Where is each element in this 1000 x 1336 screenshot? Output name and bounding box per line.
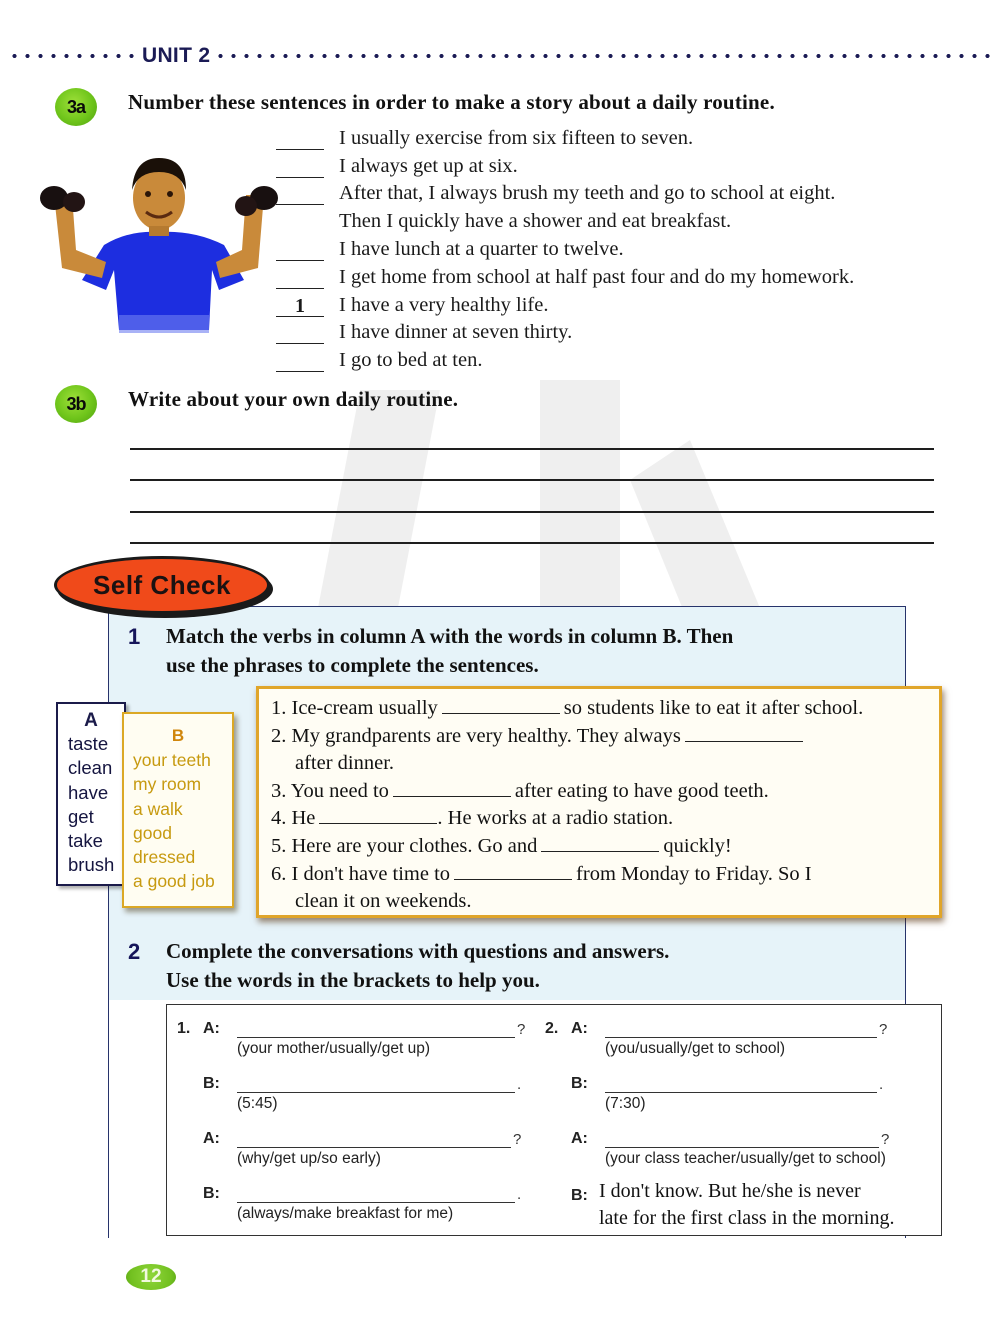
sentence-start: 3. You need to: [271, 779, 389, 802]
conversation-number: 1.: [177, 1020, 191, 1037]
sentence-text: I have a very healthy life.: [339, 293, 549, 316]
speaker-label: A:: [571, 1130, 588, 1147]
column-a-word: take: [68, 830, 103, 852]
hint-text: (always/make breakfast for me): [237, 1205, 454, 1222]
conversation-line: [545, 1068, 935, 1093]
sentence-text: I have dinner at seven thirty.: [339, 321, 573, 344]
sentence-row-continued: [271, 888, 939, 916]
exercise-3a-instruction: Number these sentences in order to make a story about a daily routine.: [128, 90, 775, 114]
sentence-text: I get home from school at half past four and do my homework.: [339, 265, 855, 288]
column-a-box: [56, 702, 126, 886]
sentence-row: [271, 723, 939, 751]
conversation-number: 2.: [545, 1020, 559, 1037]
list-item: [276, 261, 966, 289]
writing-area[interactable]: [130, 418, 934, 544]
line-end-punctuation: .: [517, 1076, 522, 1093]
hint-text: (your mother/usually/get up): [237, 1040, 430, 1057]
question-2-instruction-line1: Complete the conversations with questions and answers.: [166, 939, 670, 963]
speaker-label: A:: [203, 1130, 220, 1147]
dotted-divider-right: [214, 53, 998, 59]
column-b-word: your teeth: [133, 750, 211, 770]
sentence-row: [271, 861, 939, 889]
writing-line[interactable]: [130, 418, 934, 450]
column-b-header: B: [171, 726, 185, 745]
hint-text: (7:30): [605, 1095, 646, 1112]
conversation-line: [545, 1178, 935, 1205]
column-a-word: brush: [68, 854, 115, 876]
speaker-label: B:: [203, 1075, 220, 1092]
sentence-text: I usually exercise from six fifteen to seven.: [339, 126, 694, 149]
order-blank[interactable]: [276, 183, 324, 205]
conversation-line: [177, 1123, 537, 1148]
line-end-punctuation: .: [879, 1076, 884, 1093]
answer-blank[interactable]: [685, 724, 803, 742]
sentence-start: 1. Ice-cream usually: [271, 697, 438, 719]
speaker-label: A:: [203, 1020, 220, 1037]
order-blank[interactable]: [276, 267, 324, 289]
line-end-punctuation: ?: [517, 1021, 526, 1038]
question-1-instruction-line1: Match the verbs in column A with the words in column B. Then: [166, 624, 734, 648]
sentence-end: from Monday to Friday. So I: [576, 862, 812, 885]
column-a-header: A: [84, 710, 98, 731]
sentence-text: I go to bed at ten.: [339, 349, 483, 372]
column-b-box: [122, 712, 234, 908]
list-item: [276, 289, 966, 317]
column-a-word: taste: [68, 733, 109, 754]
conversations-box: [166, 1004, 942, 1236]
line-end-punctuation: ?: [879, 1021, 888, 1038]
boy-dumbbells-illustration: [34, 150, 284, 335]
sentence-order-list: [276, 122, 966, 372]
sentence-row: [271, 833, 939, 861]
answer-blank[interactable]: [605, 1130, 879, 1148]
sentence-start: 6. I don't have time to: [271, 862, 451, 885]
sentence-text: After that, I always brush my teeth and go to school at eight.: [339, 182, 836, 205]
given-answer-line1: I don't know. But he/she is never: [599, 1180, 861, 1202]
exercise-3a-badge: 3a: [55, 88, 97, 126]
list-item: [276, 178, 966, 206]
sentence-text: I always get up at six.: [339, 154, 518, 177]
sentence-end: after eating to have good teeth.: [514, 779, 769, 802]
fill-in-sentences-box: [256, 686, 942, 918]
question-1-number: 1: [128, 624, 141, 649]
sentence-end: . He works at a radio station.: [437, 807, 674, 830]
writing-line[interactable]: [130, 481, 934, 513]
line-end-punctuation: ?: [881, 1131, 890, 1148]
question-2-heading: [128, 937, 898, 995]
question-2-number: 2: [128, 939, 141, 964]
line-end-punctuation: ?: [513, 1131, 522, 1148]
answer-blank[interactable]: [237, 1020, 515, 1038]
hint-text: (why/get up/so early): [237, 1150, 381, 1167]
answer-blank[interactable]: [605, 1020, 877, 1038]
sentence-start: 4. He: [271, 807, 316, 830]
column-a-word: get: [68, 805, 94, 827]
sentence-start: 2. My grandparents are very healthy. They always: [271, 724, 681, 747]
sentence-row: [271, 778, 939, 806]
unit-title: UNIT 2: [142, 44, 211, 67]
speaker-label: B:: [203, 1185, 220, 1202]
exercise-3b-instruction: Write about your own daily routine.: [128, 387, 459, 411]
answer-blank[interactable]: [237, 1075, 515, 1093]
conversation-line: [177, 1178, 537, 1203]
hint-text: (5:45): [237, 1095, 278, 1112]
conversation-2: [545, 1013, 935, 1232]
answer-blank[interactable]: [393, 779, 511, 797]
unit-header: [8, 42, 998, 70]
list-item: [276, 122, 966, 150]
question-2-instruction-line2: Use the words in the brackets to help you.: [166, 968, 540, 992]
speaker-label: A:: [571, 1020, 588, 1037]
column-b-word: a good job: [133, 871, 215, 892]
order-blank[interactable]: [276, 322, 324, 344]
sentence-row-continued: [271, 750, 939, 778]
column-b-word: a walk: [133, 798, 183, 819]
dotted-divider-left: [8, 53, 138, 59]
line-end-punctuation: .: [517, 1186, 522, 1203]
writing-line[interactable]: [130, 450, 934, 482]
column-b-word: dressed: [133, 847, 196, 868]
conversation-line: [545, 1013, 935, 1038]
answer-blank[interactable]: [605, 1075, 877, 1093]
sentence-continuation: after dinner.: [295, 752, 395, 775]
sentence-continuation: clean it on weekends.: [295, 890, 472, 913]
sentence-end: so students like to eat it after school.: [563, 697, 864, 719]
answer-blank[interactable]: [237, 1185, 515, 1203]
column-b-word: good: [133, 822, 172, 843]
list-item: [276, 344, 966, 372]
sentence-start: 5. Here are your clothes. Go and: [271, 834, 538, 857]
sentence-text: I have lunch at a quarter to twelve.: [339, 237, 624, 260]
sentence-row: [271, 805, 939, 833]
conversation-line: [177, 1068, 537, 1093]
order-blank[interactable]: [276, 350, 324, 372]
hint-text: (you/usually/get to school): [605, 1040, 786, 1057]
sentence-row: [271, 695, 939, 723]
speaker-label: B:: [571, 1187, 588, 1204]
order-blank[interactable]: [276, 156, 324, 178]
sentence-end: quickly!: [663, 834, 732, 857]
column-a-word: clean: [68, 757, 113, 779]
given-answer-line2: late for the first class in the morning.: [599, 1207, 895, 1229]
column-b-word: my room: [133, 774, 202, 795]
answer-blank[interactable]: [454, 862, 572, 880]
list-item: [276, 205, 966, 233]
order-blank[interactable]: [276, 239, 324, 261]
writing-line[interactable]: [130, 513, 934, 545]
conversation-line: [545, 1123, 935, 1148]
order-blank[interactable]: 1: [276, 295, 324, 317]
answer-blank[interactable]: [541, 834, 659, 852]
question-1-heading: [128, 622, 898, 680]
list-item: [276, 233, 966, 261]
order-blank[interactable]: [276, 211, 324, 233]
list-item: [276, 150, 966, 178]
self-check-label: Self Check: [54, 556, 270, 614]
order-blank[interactable]: [276, 128, 324, 150]
speaker-label: B:: [571, 1075, 588, 1092]
question-1-instruction-line2: use the phrases to complete the sentences.: [166, 653, 539, 677]
hint-text: (your class teacher/usually/get to school): [605, 1150, 886, 1167]
column-a-word: have: [68, 781, 109, 803]
answer-blank[interactable]: [442, 696, 560, 714]
conversation-1: [177, 1013, 537, 1233]
list-item: [276, 317, 966, 345]
exercise-3b-badge: 3b: [55, 385, 97, 423]
sentence-text: Then I quickly have a shower and eat breakfast.: [339, 210, 732, 233]
answer-blank[interactable]: [319, 806, 437, 824]
answer-blank[interactable]: [237, 1130, 511, 1148]
conversation-line: [177, 1013, 537, 1038]
page-number-badge: 12: [126, 1264, 176, 1290]
